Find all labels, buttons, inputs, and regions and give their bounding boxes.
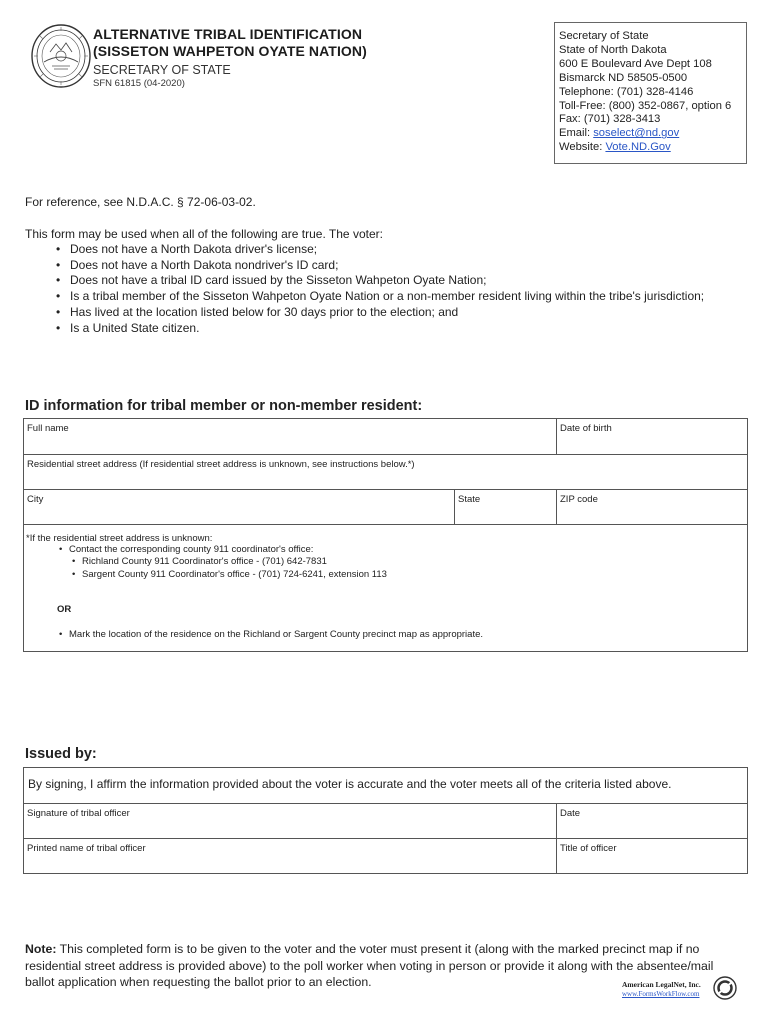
map-instruction-list xyxy=(59,629,483,642)
form-title-line2: (SISSETON WAHPETON OYATE NATION) xyxy=(93,43,367,59)
or-separator: OR xyxy=(57,604,72,615)
criteria-item: • Does not have a North Dakota nondriver's ID card; xyxy=(56,258,704,274)
full-name-label: Full name xyxy=(27,423,69,434)
criteria-item: • Is a tribal member of the Sisseton Wahpeton Oyate Nation or a non-member resident living within the tribe's jurisdiction; xyxy=(56,289,704,305)
legalnet-logo-icon xyxy=(713,976,737,1000)
sign-date-field[interactable] xyxy=(556,804,747,838)
dob-label: Date of birth xyxy=(560,423,612,434)
email-link[interactable]: soselect@nd.gov xyxy=(593,127,680,140)
city-field[interactable] xyxy=(24,490,454,524)
address-line: 600 E Boulevard Ave Dept 108 xyxy=(559,57,712,70)
intro-text: This form may be used when all of the following are true. The voter: xyxy=(25,227,383,241)
signature-field[interactable] xyxy=(24,804,556,838)
signature-row xyxy=(24,803,747,838)
id-info-table xyxy=(23,418,748,652)
dob-field[interactable] xyxy=(556,419,747,454)
instructions-row xyxy=(24,524,747,651)
state-label: State xyxy=(458,494,481,505)
zip-field[interactable] xyxy=(556,490,747,524)
officer-title-label: Title of officer xyxy=(560,843,617,854)
affirm-row xyxy=(24,768,747,803)
map-instruction-item: • Mark the location of the residence on the Richland or Sargent County precinct map as appropriate. xyxy=(59,629,483,642)
id-section-heading: ID information for tribal member or non-member resident: xyxy=(25,398,423,414)
full-name-field[interactable] xyxy=(24,419,556,454)
state-field[interactable] xyxy=(454,490,556,524)
officer-row xyxy=(24,838,747,873)
fax-line: Fax: (701) 328-3413 xyxy=(559,113,661,126)
officer-title-field[interactable] xyxy=(556,839,747,873)
signature-label: Signature of tribal officer xyxy=(27,808,130,819)
address-line: Bismarck ND 58505-0500 xyxy=(559,71,688,84)
criteria-item: • Does not have a North Dakota driver's license; xyxy=(56,242,704,258)
website-line xyxy=(559,141,746,155)
note-label: Note: xyxy=(25,942,57,956)
website-label: Website: xyxy=(559,141,606,154)
footer-url-link[interactable]: www.FormsWorkFlow.com xyxy=(622,990,700,998)
instructions-intro: *If the residential street address is unknown: xyxy=(26,533,213,544)
note-text: This completed form is to be given to the voter and the voter must present it (along with the marked precinct map if no residential street address is provided above) to the poll worker when voting in person or provide it along with the absentee/mail ballot application when requesting the ballot prior to an election. xyxy=(25,942,714,990)
form-title-line1: ALTERNATIVE TRIBAL IDENTIFICATION xyxy=(93,26,363,42)
issued-section-heading: Issued by: xyxy=(25,746,97,762)
zip-label: ZIP code xyxy=(560,494,598,505)
printed-name-field[interactable] xyxy=(24,839,556,873)
printed-name-label: Printed name of tribal officer xyxy=(27,843,146,854)
telephone-line: Telephone: (701) 328-4146 xyxy=(559,85,694,98)
address-instructions xyxy=(24,525,747,651)
address-row xyxy=(24,454,747,489)
city-label: City xyxy=(27,494,44,505)
email-label: Email: xyxy=(559,127,594,140)
affirmation-text: By signing, I affirm the information provided about the voter is accurate and the voter meets all of the criteria listed above. xyxy=(28,777,672,791)
issued-by-table xyxy=(23,767,748,874)
tollfree-line: Toll-Free: (800) 352-0867, option 6 xyxy=(559,99,732,112)
agency-name: SECRETARY OF STATE xyxy=(93,63,231,77)
county-list xyxy=(72,556,387,581)
criteria-item: • Has lived at the location listed below for 30 days prior to the election; and xyxy=(56,305,704,321)
address-line: State of North Dakota xyxy=(559,43,667,56)
email-line xyxy=(559,127,746,141)
reference-text: For reference, see N.D.A.C. § 72-06-03-02. xyxy=(25,195,256,209)
footer-logo xyxy=(617,975,737,1003)
street-address-field[interactable] xyxy=(24,455,747,489)
instructions-item: • Contact the corresponding county 911 coordinator's office: xyxy=(59,544,313,557)
county-item: • Richland County 911 Coordinator's office - (701) 642-7831 xyxy=(72,556,387,569)
criteria-item: • Does not have a tribal ID card issued by the Sisseton Wahpeton Oyate Nation; xyxy=(56,273,704,289)
name-row xyxy=(24,419,747,454)
state-seal-icon xyxy=(30,22,92,90)
sign-date-label: Date xyxy=(560,808,581,819)
website-link[interactable]: Vote.ND.Gov xyxy=(605,141,671,154)
criteria-list xyxy=(56,242,704,336)
criteria-item: • Is a United State citizen. xyxy=(56,321,704,337)
street-address-label: Residential street address (If residential street address is unknown, see instructions below.*) xyxy=(27,459,415,470)
county-item: • Sargent County 911 Coordinator's office - (701) 724-6241, extension 113 xyxy=(72,569,387,582)
address-line: Secretary of State xyxy=(559,30,649,42)
contact-address-box xyxy=(554,22,747,164)
instructions-list xyxy=(59,544,313,557)
footer-brand: American LegalNet, Inc. xyxy=(622,980,701,989)
form-number: SFN 61815 (04-2020) xyxy=(93,78,185,89)
city-row xyxy=(24,489,747,524)
form-title xyxy=(93,26,367,60)
